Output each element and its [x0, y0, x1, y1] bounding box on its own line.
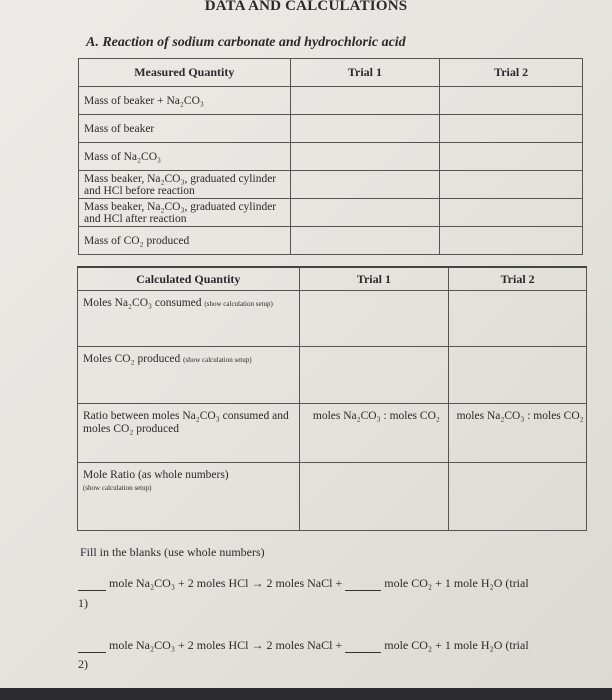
- row-label: Ratio between moles Na₂CO₃ consumed and moles CO₂ produced: [78, 404, 300, 463]
- row-label: Mass of beaker: [79, 115, 291, 143]
- setup-note: (show calculation setup): [83, 484, 152, 492]
- ratio-trial-2: moles Na₂CO₃ : moles CO₂: [449, 404, 587, 463]
- table-row: [79, 143, 583, 171]
- table-row: [79, 171, 583, 199]
- trial-1-cell[interactable]: [290, 171, 440, 199]
- trial-2-cell[interactable]: [449, 347, 587, 404]
- trial-1-cell[interactable]: [290, 199, 440, 227]
- co2-blank-1[interactable]: [345, 578, 381, 591]
- equation-text: mole CO₂ + 1 mole H₂O (trial: [384, 638, 529, 652]
- page-bottom-edge: [0, 688, 612, 700]
- trial-1-cell[interactable]: [290, 227, 440, 255]
- equation-text: mole CO₂ + 1 mole H₂O (trial: [384, 576, 529, 590]
- trial-1-cell[interactable]: [290, 87, 440, 115]
- ratio-trial-1: moles Na₂CO₃ : moles CO₂: [299, 404, 449, 463]
- coefficient-blank-2[interactable]: [78, 640, 106, 653]
- trial-2-cell[interactable]: [440, 171, 583, 199]
- header-calculated-quantity: Calculated Quantity: [78, 267, 300, 291]
- table-row: [79, 115, 583, 143]
- table-row: [79, 87, 583, 115]
- trial-2-cell[interactable]: [440, 115, 583, 143]
- co2-blank-2[interactable]: [345, 640, 381, 653]
- row-label: Mass of Na₂CO₃: [79, 143, 291, 171]
- trial-number: 2): [78, 657, 88, 671]
- header-trial-2: Trial 2: [449, 267, 587, 291]
- row-label-text: Mole Ratio (as whole numbers): [83, 469, 229, 481]
- header-measured-quantity: Measured Quantity: [79, 59, 291, 87]
- setup-note: (show calculation setup): [183, 356, 252, 364]
- table-row: [79, 199, 583, 227]
- header-trial-2: Trial 2: [440, 59, 583, 87]
- row-label-text: Moles Na₂CO₃ consumed: [83, 297, 202, 309]
- row-label: [78, 291, 300, 347]
- trial-1-cell[interactable]: [290, 115, 440, 143]
- equation-text: mole Na₂CO₃ + 2 moles HCl → 2 moles NaCl +: [109, 638, 343, 652]
- row-label: [78, 347, 300, 404]
- table-row: [79, 227, 583, 255]
- table-row: [78, 463, 587, 531]
- trial-2-cell[interactable]: [449, 463, 587, 531]
- measured-quantity-table: [78, 58, 583, 255]
- page-title: DATA AND CALCULATIONS: [204, 0, 408, 14]
- fill-blanks-heading: Fill in the blanks (use whole numbers): [80, 545, 265, 559]
- row-label: Mass of beaker + Na₂CO₃: [79, 87, 291, 115]
- section-heading: A. Reaction of sodium carbonate and hydrochloric acid: [86, 35, 406, 50]
- row-label: [78, 463, 300, 531]
- trial-1-cell[interactable]: [290, 143, 440, 171]
- trial-2-cell[interactable]: [440, 143, 583, 171]
- table-row: [78, 291, 587, 347]
- trial-2-cell[interactable]: [449, 291, 587, 347]
- table-row: [78, 347, 587, 404]
- equation-trial-2: [78, 638, 529, 653]
- trial-number: 1): [78, 596, 88, 610]
- trial-1-cell[interactable]: [299, 463, 449, 531]
- setup-note: (show calculation setup): [204, 300, 273, 308]
- trial-1-cell[interactable]: [299, 291, 449, 347]
- header-trial-1: Trial 1: [290, 59, 440, 87]
- trial-1-cell[interactable]: [299, 347, 449, 404]
- row-label-text: Moles CO₂ produced: [83, 353, 181, 365]
- equation-trial-1: [78, 576, 529, 591]
- table-header-row: [79, 59, 583, 87]
- trial-2-cell[interactable]: [440, 227, 583, 255]
- calculated-quantity-table: [77, 266, 587, 531]
- equation-text: mole Na₂CO₃ + 2 moles HCl → 2 moles NaCl +: [109, 576, 343, 590]
- header-trial-1: Trial 1: [299, 267, 449, 291]
- row-label: Mass beaker, Na₂CO₃, graduated cylinder and HCl after reaction: [79, 199, 291, 227]
- table-header-row: [78, 267, 587, 291]
- row-label: Mass of CO₂ produced: [79, 227, 291, 255]
- coefficient-blank-1[interactable]: [78, 578, 106, 591]
- table-row: [78, 404, 587, 463]
- trial-2-cell[interactable]: [440, 199, 583, 227]
- row-label: Mass beaker, Na₂CO₃, graduated cylinder and HCl before reaction: [79, 171, 291, 199]
- trial-2-cell[interactable]: [440, 87, 583, 115]
